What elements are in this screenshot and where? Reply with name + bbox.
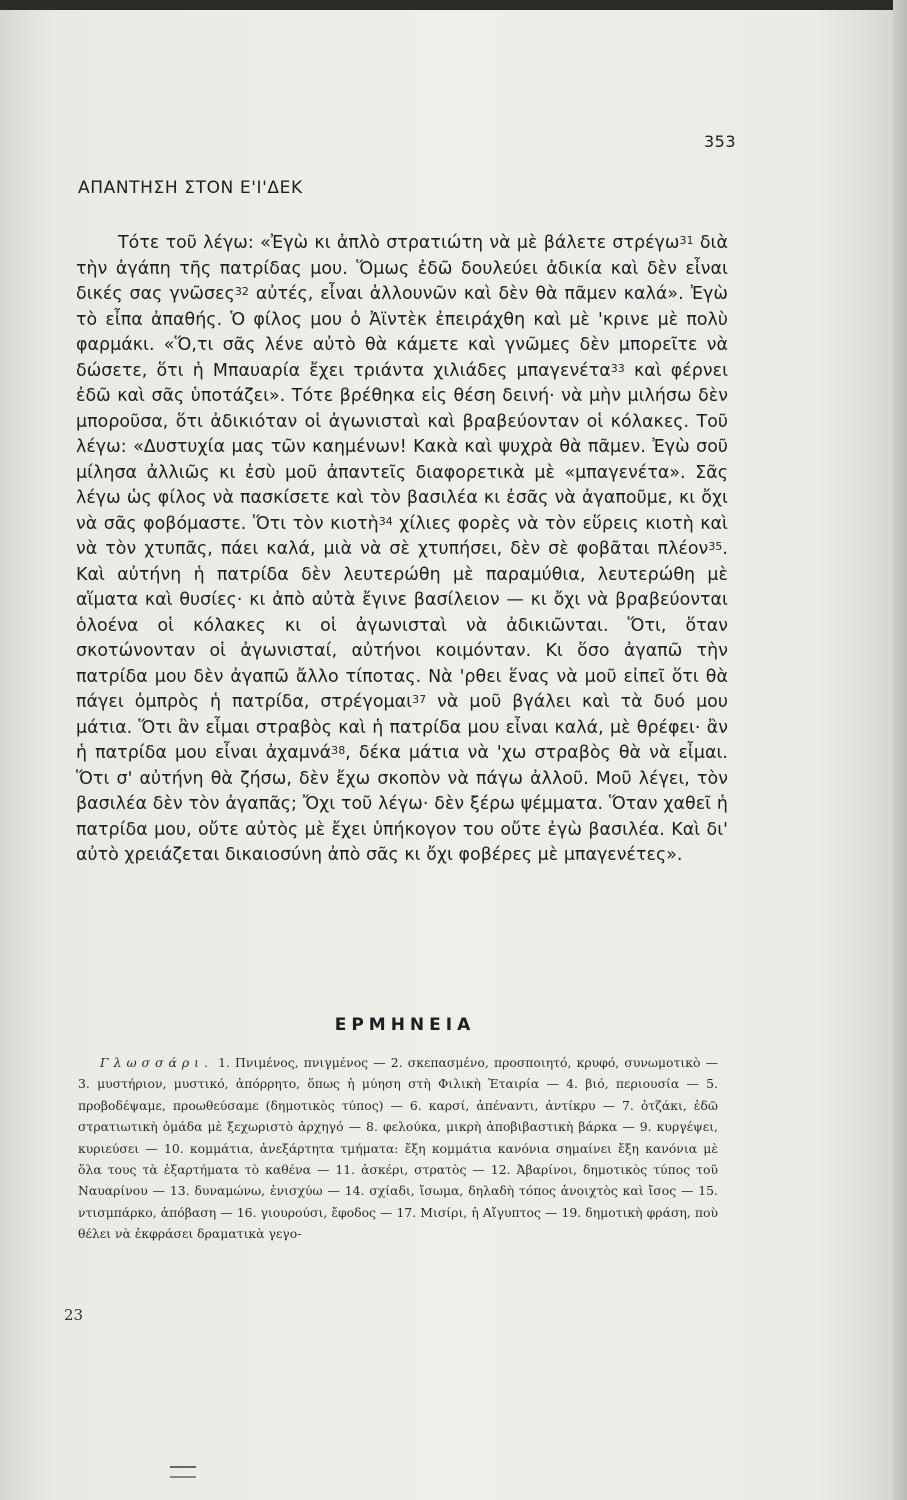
glossary-text: 1. Πνιμένος, πνιγμένος — 2. σκεπασμένο, προσποιητό, κρυφό, συνωμοτικὸ — 3. μυστήριον, μυστικό, ἀπόρρητο, ὅπως ἡ μύηση στὴ Φιλικὴ Ἑταιρία — 4. βιό, περιουσία — 5. προβοδέψαμε, προωθεύσαμε (δημοτικὸς τύπος) — 6. καρσί, ἀπέναντι, ἀντίκρυ — 7. ὀτζάκι, ἐδῶ στρατιωτικὴ ὁμάδα μὲ ξεχωριστὸ ἀρχηγό — 8. φελούκα, μικρὴ ἀποβιβαστικὴ βάρκα — 9. κυργέψει, κυριεύσει — 10. κομμάτια, ἀνεξάρτητα τμήματα: ἔξη κομμάτια κανόνια σημαίνει ἔξη κανόνια μὲ ὅλα τους τὰ ἐξαρτήματα τὸ καθένα — 11. ἀσκέρι, στρατὸς — 12. Ἀβαρίνοι, δημοτικὸς τύπος τοῦ Ναυαρίνου — 13. δυναμώνω, ἐνισχύω — 14. σχίαδι, ἴσωμα, δηλαδὴ τόπος ἀνοιχτὸς καὶ ἴσος — 15. ντισμπάρκο, ἀπόβαση — 16. γιουρούσι, ἔφοδος — 17. Μισίρι, ἡ Αἴγυπτος — 19. δημοτικὴ φράση, ποὺ θέλει νὰ ἐκφράσει δραματικὰ γεγο- xyxy=(78,1055,718,1242)
text-segment: νὰ μοῦ βγάλει καὶ τὰ δυό μου μάτια. Ὅτι ἂν εἶμαι στραβὸς καὶ ἡ πατρίδα μου εἶναι καλά, μὲ θρέφει· ἂν ἡ πατρίδα μου εἶναι ἀχαμνά xyxy=(76,692,728,763)
text-segment: , δέκα μάτια νὰ 'χω στραβὸς θὰ νὰ εἶμαι. Ὅτι σ' αὐτήνη θὰ ζήσω, δὲν ἔχω σκοπὸν νὰ πάγω ἀλλοῦ. Μοῦ λέγει, τὸν βασιλέα δὲν τὸν ἀγαπᾶς; Ὄχι τοῦ λέγω· δὲν ξέρω ψέμματα. Ὅταν χαθεῖ ἡ πατρίδα μου, οὔτε αὐτὸς μὲ ἔχει ὑπήκογον του οὔτε ἐγὼ βασιλέα. Καὶ δι' αὐτὸ χρειάζεται δικαιοσύνη ἀπὸ σᾶς κι ὄχι φοβέρες μὲ μπαγενέτες». xyxy=(76,743,728,865)
footnote-ref: 37 xyxy=(412,693,427,706)
main-text xyxy=(76,231,728,869)
section-heading: ΕΡΜΗΝΕΙΑ xyxy=(334,1015,476,1035)
chapter-title: ΑΠΑΝΤΗΣΗ ΣΤΟΝ Ε'Ι'ΔΕΚ xyxy=(78,178,303,198)
page-right-edge-shadow xyxy=(893,0,907,1500)
text-segment: . Καὶ αὐτήνη ἡ πατρίδα δὲν λευτερώθη μὲ παραμύθια, λευτερώθη μὲ αἵματα καὶ θυσίες· κι ἀπὸ αὐτὰ ἔγινε βασίλειον — κι ὄχι νὰ βραβεύονται ὁλοένα οἱ κόλακες κι οἱ ἀγωνισταὶ νὰ ἀδικιῶνται. Ὅτι, ὅταν σκοτώνονταν οἱ ἀγωνισταί, αὐτήνοι κοιμόνταν. Κι ὅσο ἀγαπῶ τὴν πατρίδα μου δὲν ἀγαπῶ ἄλλο τίποτας. Νὰ 'ρθει ἕνας νὰ μοῦ εἰπεῖ ὅτι θὰ πάγει ὀμπρὸς ἡ πατρίδα, στρέγομαι xyxy=(76,539,728,712)
glossary-label: Γλωσσάρι. xyxy=(100,1055,213,1070)
ink-mark xyxy=(170,1466,196,1478)
footnote-ref: 32 xyxy=(234,285,249,298)
footnote-ref: 34 xyxy=(378,514,393,528)
footnote-ref: 38 xyxy=(331,744,346,757)
page-number: 353 xyxy=(703,132,736,151)
footnote-ref: 33 xyxy=(610,361,625,375)
footnote-ref: 31 xyxy=(679,234,694,247)
scan-top-edge xyxy=(0,0,907,10)
text-segment: αὐτές, εἶναι ἀλλουνῶν καὶ δὲν θὰ πᾶμεν καλά». Ἐγὼ τὸ εἶπα ἀπαθής. Ὁ φίλος μου ὁ Ἀϊντὲκ ἐπειράχθη καὶ μὲ 'κρινε μὲ πολὺ φαρμάκι. «Ὅ,τι σᾶς λένε αὐτὸ θὰ κάμετε καὶ γνῶμες δὲν μπορεῖτε νὰ δώσετε, ὅτι ἡ Μπαυαρία ἔχει τριάντα χιλιάδες μπαγενέτα xyxy=(76,284,728,381)
glossary-paragraph xyxy=(78,1052,718,1245)
signature-mark: 23 xyxy=(64,1306,84,1324)
text-segment: Τότε τοῦ λέγω: «Ἐγὼ κι ἀπλὸ στρατιώτη νὰ μὲ βάλετε στρέγω xyxy=(118,233,680,253)
main-paragraph xyxy=(76,231,728,869)
glossary xyxy=(78,1052,718,1245)
text-segment: χίλιες φορὲς νὰ τὸν εὕρεις κιοτὴ καὶ νὰ τὸν χτυπᾶς, πάει καλά, μιὰ νὰ σὲ χτυπήσει, δὲν σὲ φοβᾶται πλέον xyxy=(76,513,728,559)
footnote-ref: 35 xyxy=(708,540,723,553)
text-segment: διὰ τὴν ἀγάπη τῆς πατρίδας μου. Ὅμως ἐδῶ δουλεύει ἀδικία καὶ δὲν εἶναι δικές σας γνῶσες xyxy=(76,233,729,304)
text-segment: καὶ φέρνει ἐδῶ καὶ σᾶς ὑποτάζει». Τότε βρέθηκα εἰς θέση δεινή· νὰ μὴν μιλήσω δὲν μποροῦσα, ὅτι ἀδικιόταν οἱ ἀγωνισταὶ καὶ βραβεύονταν οἱ κόλακες. Τοῦ λέγω: «Δυστυχία μας τῶν καημένων! Κακὰ καὶ ψυχρὰ θὰ πᾶμεν. Ἐγὼ σοῦ μίλησα ἀλλιῶς κι ἐσὺ μοῦ ἀπαντεῖς διαφορετικὰ μὲ «μπαγενέτα». Σᾶς λέγω ὡς φίλος νὰ πασκίσετε καὶ τὸν βασιλέα κι ἐσᾶς νὰ ἀγαποῦμε, κι ὄχι νὰ σᾶς φοβόμαστε. Ὅτι τὸν κιοτὴ xyxy=(76,360,728,534)
